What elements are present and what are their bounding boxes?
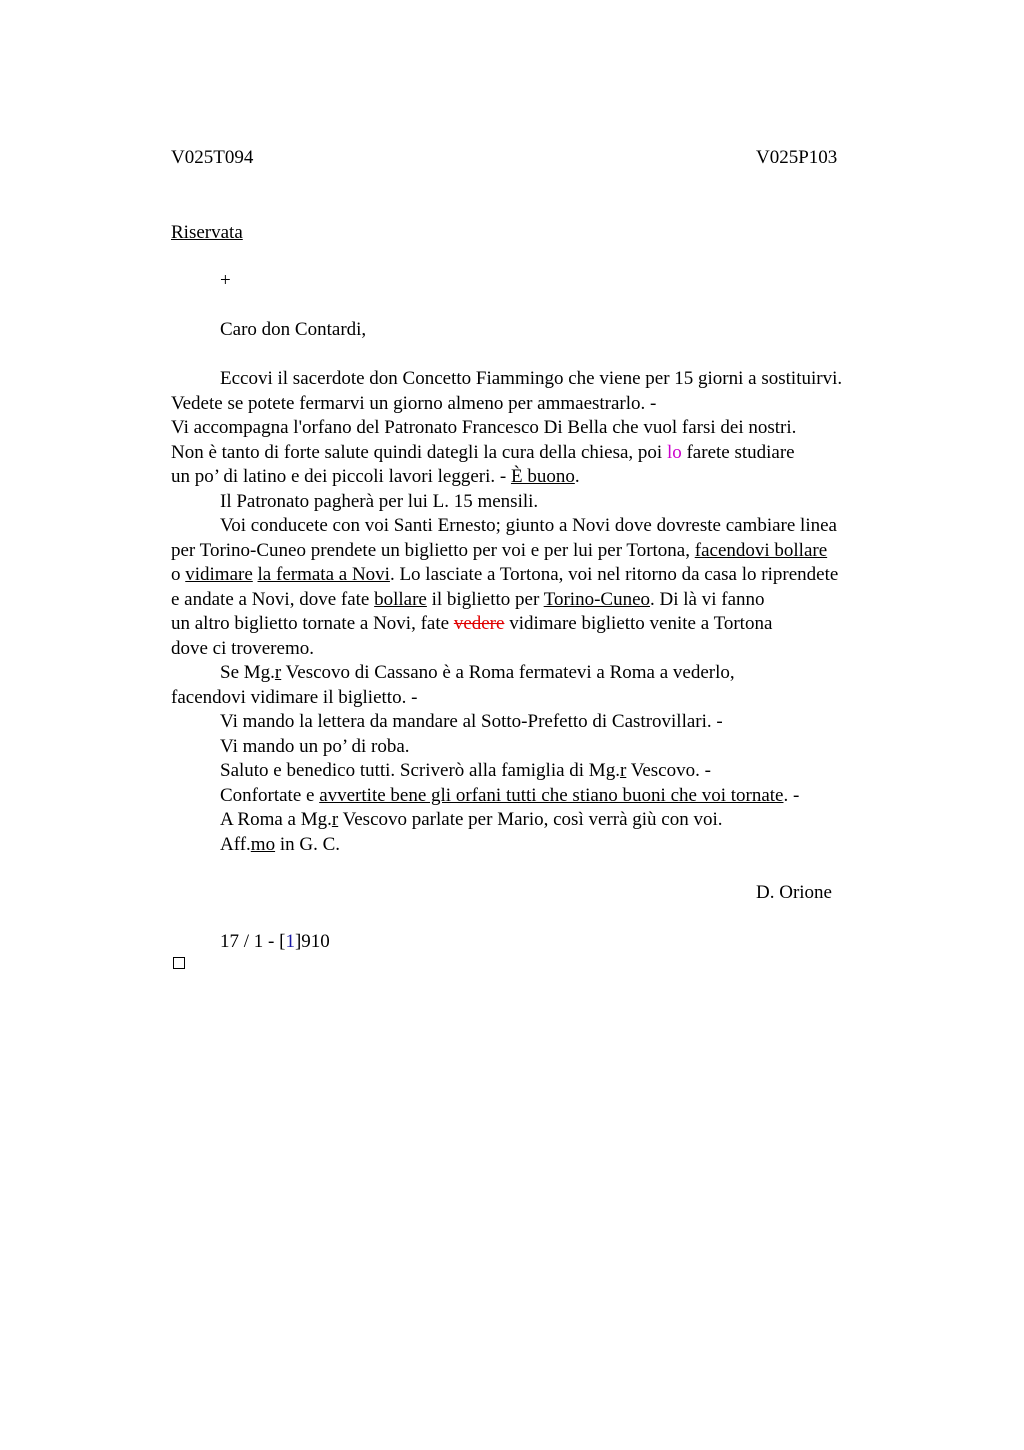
body-line: Il Patronato pagherà per lui L. 15 mensili. (220, 491, 539, 512)
text-run: Vescovo parlate per Mario, così verrà giù con voi. (338, 809, 723, 830)
signature: D. Orione (756, 882, 832, 903)
body-line (220, 661, 735, 685)
text-run: ]910 (294, 931, 330, 952)
text-run: un po’ di latino e dei piccoli lavori leggeri. - (171, 466, 511, 487)
body-line: Vi mando un po’ di roba. (220, 736, 410, 757)
body-line (220, 808, 723, 832)
editorial-insertion: 1 (285, 931, 295, 952)
text-run: un altro biglietto tornate a Novi, fate (171, 613, 454, 634)
text-run: Se Mg. (220, 662, 275, 683)
text-run: o (171, 564, 186, 585)
struck-through-text: vedere (453, 613, 505, 634)
underlined-text: r (274, 662, 282, 683)
body-line: Eccovi il sacerdote don Concetto Fiammingo che viene per 15 giorni a sostituirvi. (220, 368, 843, 389)
text-run: Saluto e benedico tutti. Scriverò alla famiglia di Mg. (220, 760, 620, 781)
body-line: Vedete se potete fermarvi un giorno almeno per ammaestrarlo. - (171, 393, 657, 414)
body-line (171, 612, 772, 636)
body-line: dove ci troveremo. (171, 638, 314, 659)
body-line (220, 759, 711, 783)
text-run: . - (783, 785, 800, 806)
text-run: farete studiare (681, 442, 795, 463)
underlined-text: È buono (510, 466, 575, 487)
underlined-text: la fermata a Novi (257, 564, 390, 585)
underlined-text: avvertite bene gli orfani tutti che stiano buoni che voi tornate (319, 785, 784, 806)
date-line (220, 930, 330, 954)
text-run: Aff. (220, 834, 251, 855)
text-run: vidimare biglietto venite a Tortona (504, 613, 773, 634)
text-run: e andate a Novi, dove fate (171, 589, 375, 610)
closing-line (220, 833, 340, 857)
body-line (171, 465, 580, 489)
body-line (171, 588, 765, 612)
text-run: il biglietto per (426, 589, 544, 610)
body-line (171, 441, 795, 465)
body-line: facendovi vidimare il biglietto. - (171, 687, 418, 708)
text-run: 17 / 1 - [ (220, 931, 286, 952)
cross-mark: + (220, 270, 231, 291)
body-line (220, 784, 799, 808)
magenta-insertion: lo (666, 442, 682, 463)
underlined-text: vidimare (185, 564, 253, 585)
text-run: per Torino-Cuneo prendete un biglietto per voi e per lui per Tortona, (171, 540, 695, 561)
text-run: . Lo lasciate a Tortona, voi nel ritorno da casa lo riprendete (389, 564, 839, 585)
underlined-text: mo (250, 834, 276, 855)
body-line: Vi mando la lettera da mandare al Sotto-Prefetto di Castrovillari. - (220, 711, 723, 732)
body-line (171, 563, 838, 587)
greeting: Caro don Contardi, (220, 319, 367, 340)
underlined-text: bollare (374, 589, 427, 610)
archive-code-left: V025T094 (171, 147, 254, 168)
text-run: . (574, 466, 580, 487)
text-run: in G. C. (275, 834, 341, 855)
body-line: Vi accompagna l'orfano del Patronato Francesco Di Bella che vuol farsi dei nostri. (171, 417, 797, 438)
body-line (171, 539, 827, 563)
text-run: Vescovo di Cassano è a Roma fermatevi a Roma a vederlo, (281, 662, 735, 683)
archive-code-right: V025P103 (756, 147, 838, 168)
text-run: Non è tanto di forte salute quindi dategli la cura della chiesa, poi (171, 442, 667, 463)
underlined-text: facendovi bollare (694, 540, 828, 561)
underlined-text: Torino-Cuneo (543, 589, 651, 610)
text-run: . Di là vi fanno (650, 589, 765, 610)
riservata-heading: Riservata (171, 222, 243, 243)
underlined-text: r (331, 809, 339, 830)
body-line: Voi conducete con voi Santi Ernesto; giunto a Novi dove dovreste cambiare linea (220, 515, 837, 536)
text-run: A Roma a Mg. (220, 809, 332, 830)
text-run: Vescovo. - (626, 760, 711, 781)
text-run: Confortate e (220, 785, 320, 806)
underlined-text: r (619, 760, 627, 781)
end-marker-square (173, 957, 185, 969)
